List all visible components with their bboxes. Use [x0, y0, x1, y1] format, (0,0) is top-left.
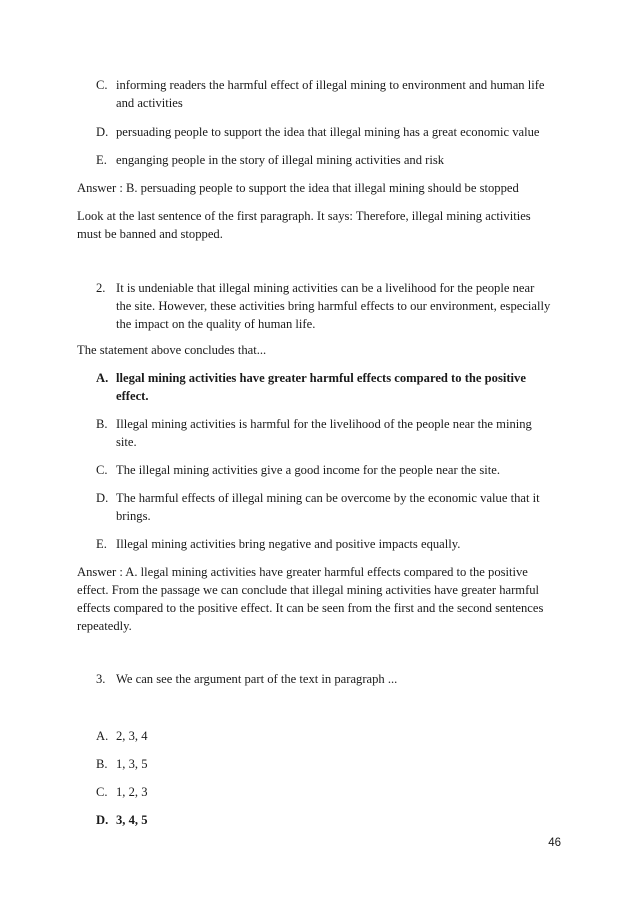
option-label: C. — [96, 463, 108, 477]
option-text: 2, 3, 4 — [116, 729, 148, 743]
answer-text: Answer : A. llegal mining activities have greater harmful effects compared to the positive — [77, 565, 528, 579]
question-text: We can see the argument part of the text in paragraph ... — [116, 672, 398, 686]
option-text: informing readers the harmful effect of illegal mining to environment and human life — [116, 78, 545, 92]
answer-text: effects compared to the positive effect. It can be seen from the first and the second sentences — [77, 601, 544, 615]
question-number: 2. — [96, 281, 106, 295]
option-label: D. — [96, 125, 109, 139]
option-text: persuading people to support the idea that illegal mining has a great economic value — [116, 125, 540, 139]
answer-text: repeatedly. — [77, 619, 132, 633]
option-label: D. — [96, 491, 109, 505]
question-text: the impact on the quality of human life. — [116, 317, 316, 331]
option-text: Illegal mining activities is harmful for the livelihood of the people near the mining — [116, 417, 532, 431]
option-text: and activities — [116, 96, 183, 110]
option-text: enganging people in the story of illegal mining activities and risk — [116, 153, 445, 167]
option-text: 1, 2, 3 — [116, 785, 148, 799]
question-text: the site. However, these activities bring harmful effects to our environment, especially — [116, 299, 551, 313]
option-label: E. — [96, 153, 107, 167]
option-label: C. — [96, 78, 108, 92]
question-text: It is undeniable that illegal mining activities can be a livelihood for the people near — [116, 281, 535, 295]
option-label: C. — [96, 785, 108, 799]
option-label: B. — [96, 757, 108, 771]
option-text: The harmful effects of illegal mining can be overcome by the economic value that it — [116, 491, 540, 505]
question-number: 3. — [96, 672, 106, 686]
page-number: 46 — [548, 837, 561, 849]
answer-text: effect. From the passage we can conclude that illegal mining activities have greater harmful — [77, 583, 540, 597]
explanation-text: must be banned and stopped. — [77, 227, 223, 241]
answer-text: Answer : B. persuading people to support the idea that illegal mining should be stopped — [77, 181, 519, 195]
option-label: A. — [96, 371, 109, 385]
option-text: llegal mining activities have greater harmful effects compared to the positive — [116, 371, 526, 385]
option-label: B. — [96, 417, 108, 431]
option-text: Illegal mining activities bring negative and positive impacts equally. — [116, 537, 461, 551]
option-text: effect. — [116, 389, 149, 403]
option-text: The illegal mining activities give a good income for the people near the site. — [116, 463, 500, 477]
option-label: A. — [96, 729, 109, 743]
option-label: E. — [96, 537, 107, 551]
question-prompt: The statement above concludes that... — [77, 343, 267, 357]
option-text: site. — [116, 435, 137, 449]
option-label: D. — [96, 813, 109, 827]
option-text: 1, 3, 5 — [116, 757, 148, 771]
option-text: 3, 4, 5 — [116, 813, 148, 827]
explanation-text: Look at the last sentence of the first paragraph. It says: Therefore, illegal mining activities — [77, 209, 531, 223]
option-text: brings. — [116, 509, 151, 523]
